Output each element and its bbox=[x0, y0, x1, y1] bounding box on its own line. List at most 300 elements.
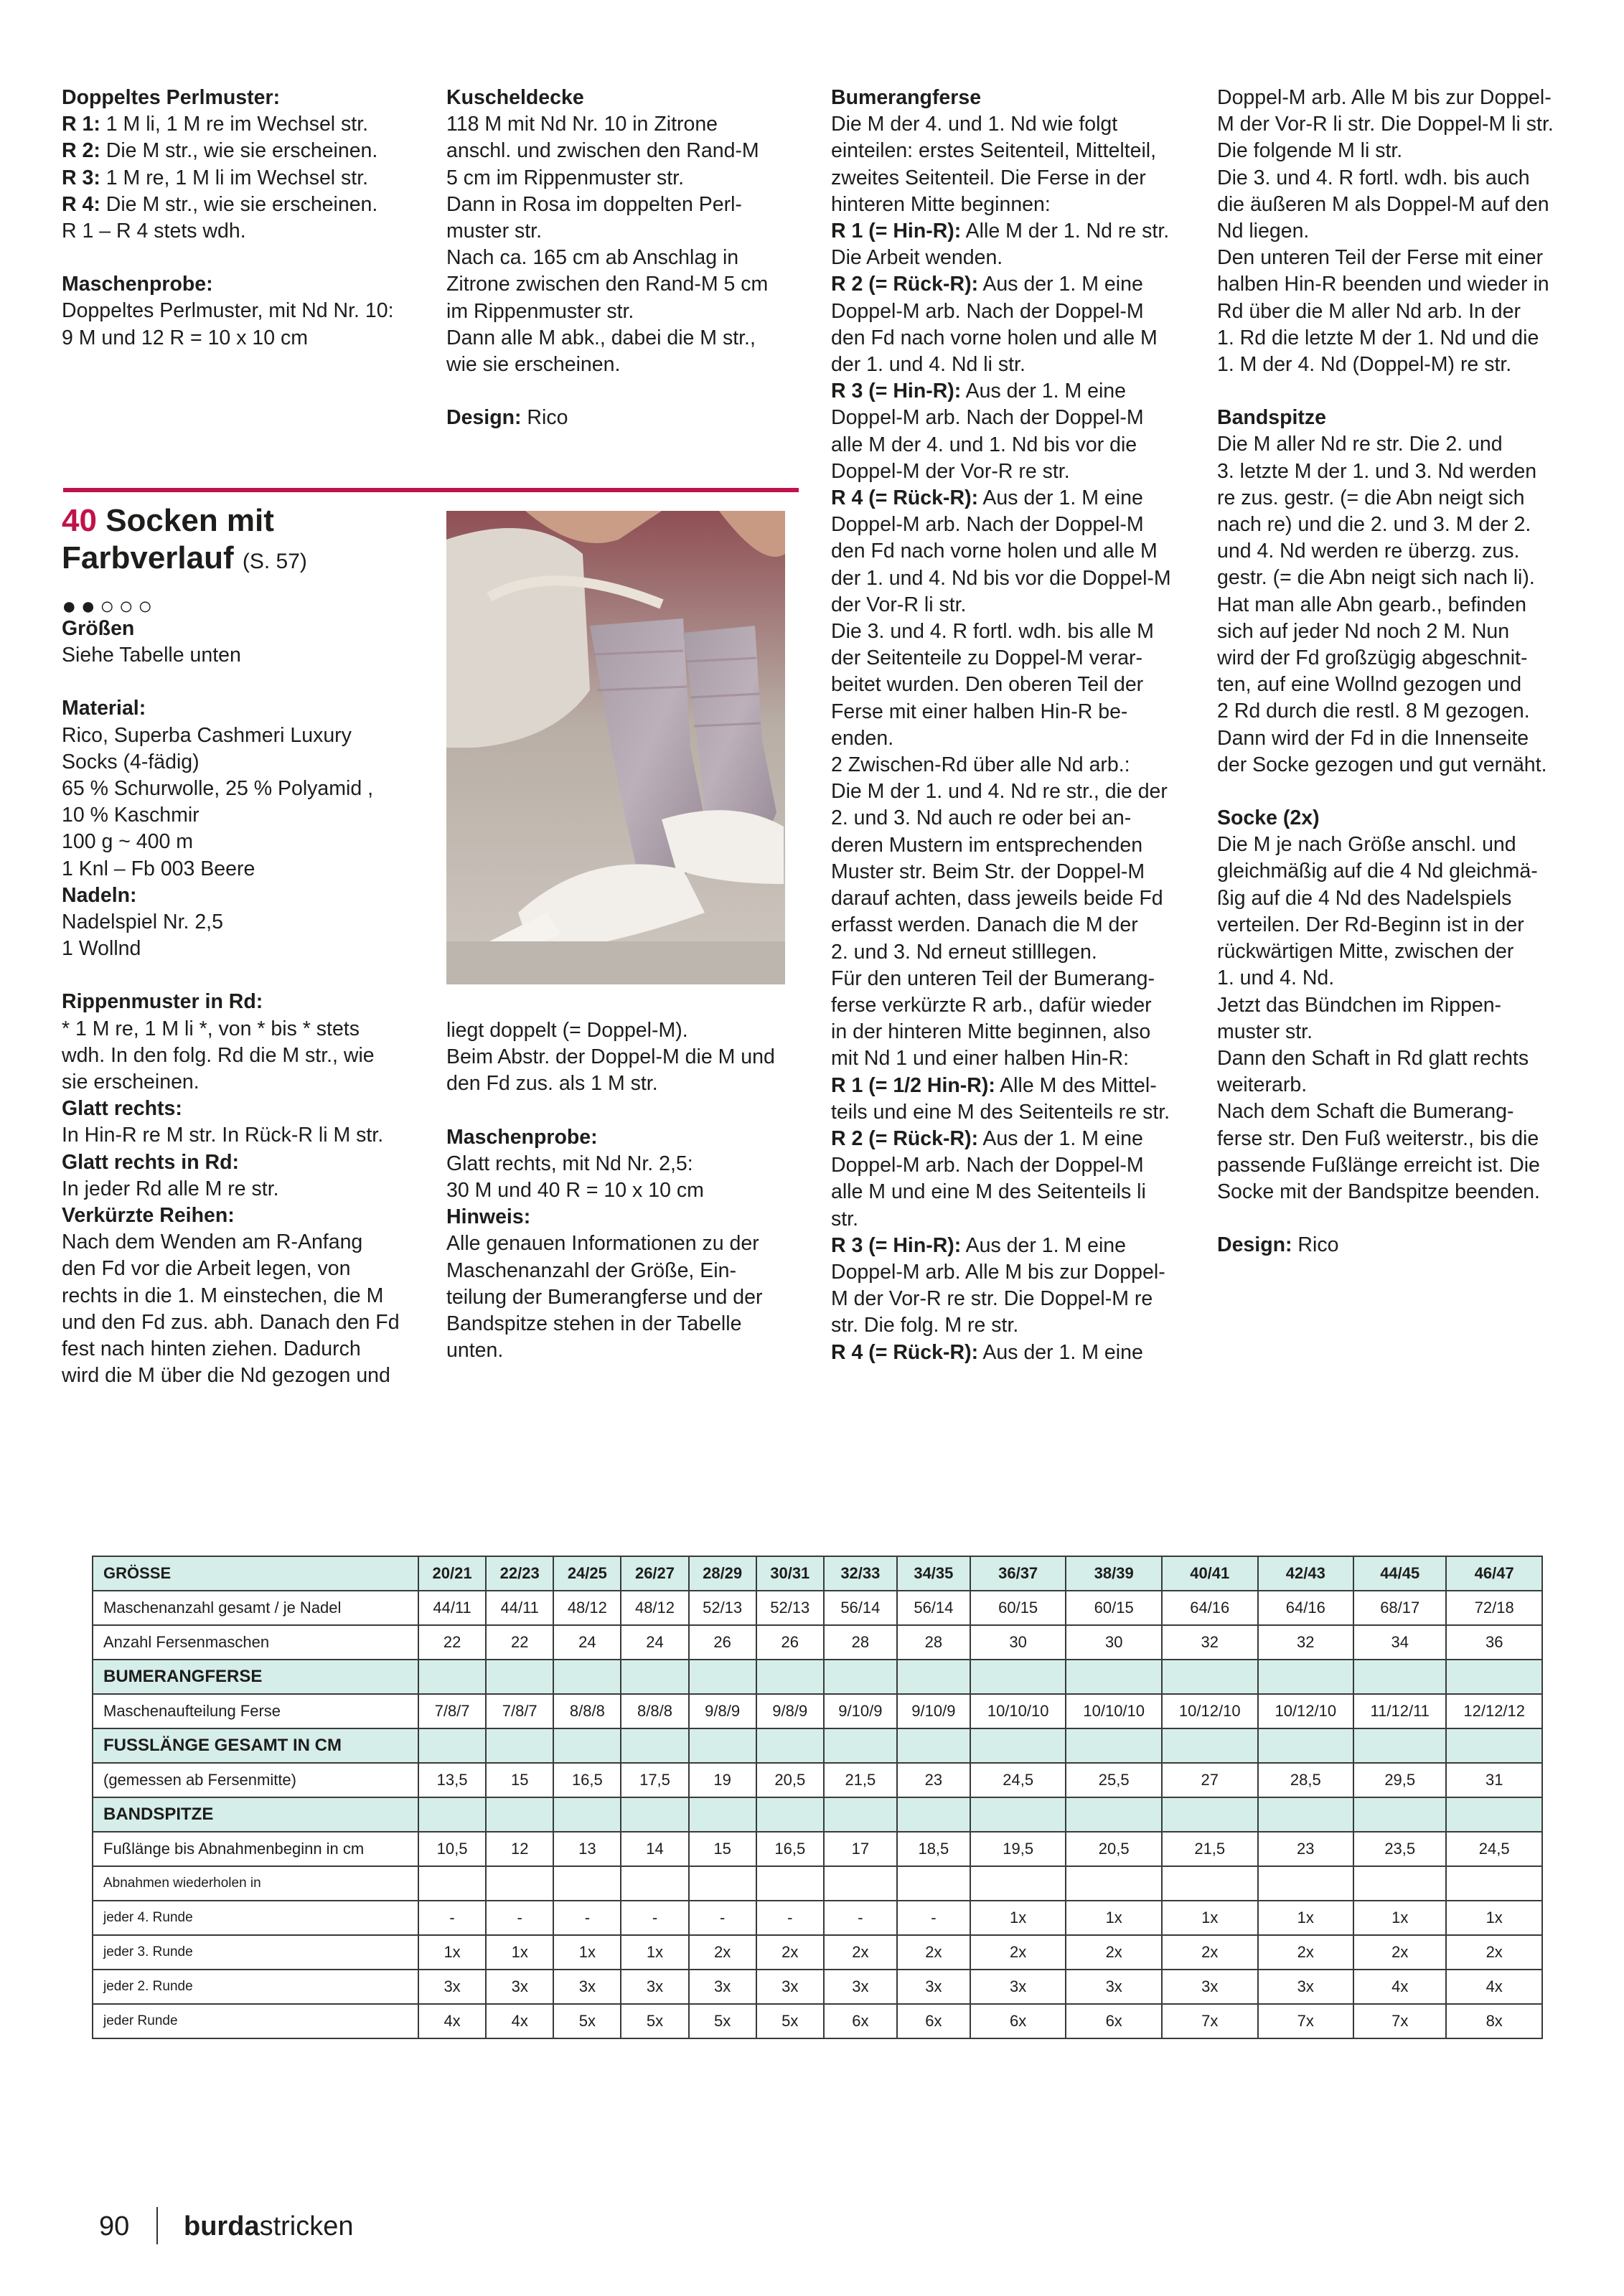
sock-photo-image bbox=[446, 511, 785, 984]
bold-label: R 1: bbox=[62, 113, 100, 136]
line-text: 100 g ~ 400 m bbox=[62, 830, 194, 854]
text-line bbox=[1217, 431, 1590, 458]
line-text: Doppel-M arb. Nach der Doppel-M bbox=[831, 513, 1144, 537]
text-line bbox=[1217, 832, 1590, 858]
line-text: 2 Zwischen-Rd über alle Nd arb.: bbox=[831, 753, 1130, 777]
line-text: Bandspitze stehen in der Tabelle bbox=[446, 1312, 742, 1336]
line-text: Socke mit der Bandspitze beenden. bbox=[1217, 1180, 1540, 1203]
table-cell bbox=[621, 1660, 688, 1694]
text-line bbox=[62, 909, 435, 936]
text-line bbox=[831, 1286, 1204, 1312]
table-cell bbox=[418, 1797, 486, 1832]
text-line bbox=[62, 1283, 435, 1309]
table-cell: 6x bbox=[897, 2004, 970, 2038]
table-cell: 20,5 bbox=[756, 1763, 824, 1797]
table-cell: 23,5 bbox=[1353, 1832, 1446, 1866]
text-line bbox=[831, 592, 1204, 618]
table-cell bbox=[970, 1797, 1066, 1832]
table-cell bbox=[756, 1866, 824, 1901]
text-line bbox=[1217, 1179, 1590, 1205]
text-line bbox=[831, 1259, 1204, 1286]
text-line bbox=[831, 565, 1204, 592]
line-text: den Fd nach vorne holen und alle M bbox=[831, 326, 1158, 349]
table-cell: 52/13 bbox=[756, 1591, 824, 1625]
text-line bbox=[62, 1122, 435, 1149]
table-cell: 24,5 bbox=[970, 1763, 1066, 1797]
table-cell: 8x bbox=[1446, 2004, 1542, 2038]
text-line bbox=[62, 1256, 435, 1282]
table-cell: 23 bbox=[897, 1763, 970, 1797]
line-text: ferse verkürzte R arb., dafür wieder bbox=[831, 993, 1152, 1017]
text-line bbox=[446, 271, 805, 298]
line-text: Alle M des Mittel- bbox=[995, 1073, 1157, 1097]
line-text: den Fd zus. als 1 M str. bbox=[446, 1072, 658, 1096]
text-line bbox=[62, 85, 435, 111]
bold-label: R 2 (= Rück-R): bbox=[831, 1126, 979, 1150]
line-text: Rd über die M aller Nd arb. In der bbox=[1217, 299, 1521, 323]
text-line bbox=[62, 1096, 435, 1122]
text-line bbox=[831, 859, 1204, 885]
table-cell bbox=[1066, 1728, 1162, 1763]
table-cell bbox=[689, 1660, 756, 1694]
table-cell: 3x bbox=[970, 1970, 1066, 2004]
line-text: Die M aller Nd re str. Die 2. und bbox=[1217, 433, 1503, 456]
text-line bbox=[1217, 858, 1590, 885]
text-line bbox=[831, 352, 1204, 378]
table-cell: 32 bbox=[1258, 1625, 1354, 1660]
bold-label: Glatt rechts in Rd: bbox=[62, 1150, 240, 1174]
table-cell: 22 bbox=[486, 1625, 553, 1660]
line-text: Doppel-M arb. Nach der Doppel-M bbox=[831, 406, 1144, 430]
table-cell: 1x bbox=[553, 1935, 621, 1970]
table-cell: 6x bbox=[824, 2004, 897, 2038]
text-line bbox=[1217, 298, 1590, 325]
table-cell bbox=[1446, 1660, 1542, 1694]
text-line bbox=[62, 1229, 435, 1256]
text-line bbox=[62, 776, 435, 802]
table-cell: 30 bbox=[1066, 1625, 1162, 1660]
page-footer bbox=[99, 2210, 354, 2243]
line-text: Nach ca. 165 cm ab Anschlag in bbox=[446, 246, 739, 270]
line-text: Rico, Superba Cashmeri Luxury bbox=[62, 723, 352, 747]
bold-label: R 1 (= Hin-R): bbox=[831, 220, 962, 243]
table-cell: 30 bbox=[970, 1625, 1066, 1660]
table-cell bbox=[486, 1660, 553, 1694]
table-cell: 15 bbox=[486, 1763, 553, 1797]
table-cell bbox=[621, 1797, 688, 1832]
table-cell: 31 bbox=[1446, 1763, 1542, 1797]
text-line bbox=[831, 458, 1204, 485]
line-text: Den unteren Teil der Ferse mit einer bbox=[1217, 246, 1544, 270]
table-cell: 13 bbox=[553, 1832, 621, 1866]
table-cell: 5x bbox=[756, 2004, 824, 2038]
table-cell: 5x bbox=[621, 2004, 688, 2038]
line-text: R 1 – R 4 stets wdh. bbox=[62, 220, 246, 243]
line-text: Rico bbox=[521, 406, 568, 430]
table-cell: 12 bbox=[486, 1832, 553, 1866]
spacer bbox=[446, 1098, 805, 1124]
table-cell: 26 bbox=[689, 1625, 756, 1660]
line-text: unten. bbox=[446, 1339, 504, 1363]
text-line bbox=[62, 271, 435, 298]
table-cell bbox=[486, 1797, 553, 1832]
table-row bbox=[93, 1901, 1542, 1935]
table-cell bbox=[1353, 1728, 1446, 1763]
text-line bbox=[446, 165, 805, 192]
table-cell bbox=[1162, 1797, 1258, 1832]
table-cell: 7x bbox=[1353, 2004, 1446, 2038]
line-text: Die M str., wie sie erscheinen. bbox=[100, 192, 378, 216]
text-line bbox=[62, 1043, 435, 1069]
line-text: mit Nd 1 und einer halben Hin-R: bbox=[831, 1047, 1130, 1071]
column-2-bottom bbox=[446, 1017, 805, 1364]
size-column-header: 26/27 bbox=[621, 1556, 688, 1591]
line-text: * 1 M re, 1 M li *, von * bis * stets bbox=[62, 1017, 360, 1040]
line-text: 1 M re, 1 M li im Wechsel str. bbox=[100, 166, 369, 189]
table-row bbox=[93, 1694, 1542, 1728]
row-label: Maschenaufteilung Ferse bbox=[93, 1694, 418, 1728]
table-cell: 8/8/8 bbox=[621, 1694, 688, 1728]
line-text: Doppel-M arb. Nach der Doppel-M bbox=[831, 299, 1144, 323]
article-title-1: Socken mit bbox=[105, 503, 274, 538]
line-text: der Vor-R li str. bbox=[831, 593, 967, 616]
text-line bbox=[446, 1044, 805, 1071]
text-line bbox=[831, 805, 1204, 832]
size-column-header: 36/37 bbox=[970, 1556, 1066, 1591]
line-text: Muster str. Beim Str. der Doppel-M bbox=[831, 860, 1145, 883]
row-label: jeder 2. Runde bbox=[93, 1970, 418, 2004]
table-cell: 10/12/10 bbox=[1162, 1694, 1258, 1728]
text-line bbox=[446, 1337, 805, 1364]
bold-label: R 2: bbox=[62, 139, 100, 163]
table-cell: 5x bbox=[553, 2004, 621, 2038]
table-cell: 18,5 bbox=[897, 1832, 970, 1866]
bold-label: R 4: bbox=[62, 192, 100, 216]
text-line bbox=[1217, 1072, 1590, 1098]
page-number: 90 bbox=[99, 2211, 130, 2241]
table-cell: 12/12/12 bbox=[1446, 1694, 1542, 1728]
bold-label: Maschenprobe: bbox=[446, 1125, 598, 1149]
line-text: Rico bbox=[1292, 1233, 1339, 1257]
text-line bbox=[1217, 618, 1590, 645]
table-cell: 4x bbox=[1446, 1970, 1542, 2004]
text-line bbox=[831, 1099, 1204, 1126]
line-text: Doppel-M der Vor-R re str. bbox=[831, 459, 1070, 483]
line-text: Aus der 1. M eine bbox=[978, 273, 1143, 296]
text-line bbox=[831, 672, 1204, 698]
table-cell bbox=[1162, 1866, 1258, 1901]
text-line bbox=[831, 325, 1204, 352]
size-column-header: 42/43 bbox=[1258, 1556, 1354, 1591]
text-line bbox=[446, 1258, 805, 1284]
size-column-header: 30/31 bbox=[756, 1556, 824, 1591]
spacer bbox=[62, 245, 435, 271]
text-line bbox=[446, 1204, 805, 1231]
line-text: enden. bbox=[831, 726, 894, 750]
footer-separator bbox=[156, 2207, 158, 2244]
line-text: die äußeren M als Doppel-M auf den bbox=[1217, 192, 1549, 216]
table-cell bbox=[897, 1866, 970, 1901]
table-cell: 5x bbox=[689, 2004, 756, 2038]
line-text: der Seitenteile zu Doppel-M verar- bbox=[831, 646, 1143, 670]
size-column-header: 32/33 bbox=[824, 1556, 897, 1591]
line-text: 65 % Schurwolle, 25 % Polyamid , bbox=[62, 777, 374, 801]
row-label: FUSSLÄNGE GESAMT IN CM bbox=[93, 1728, 418, 1763]
text-line bbox=[831, 111, 1204, 138]
line-text: M der Vor-R re str. Die Doppel-M re bbox=[831, 1287, 1153, 1311]
line-text: gleichmäßig auf die 4 Nd gleichmä- bbox=[1217, 860, 1538, 883]
line-text: Glatt rechts, mit Nd Nr. 2,5: bbox=[446, 1152, 693, 1175]
table-cell bbox=[970, 1728, 1066, 1763]
table-cell: 1x bbox=[1446, 1901, 1542, 1935]
text-line bbox=[1217, 485, 1590, 512]
text-line bbox=[1217, 138, 1590, 164]
text-line bbox=[446, 85, 805, 111]
text-line bbox=[446, 192, 805, 218]
table-cell bbox=[970, 1660, 1066, 1694]
table-cell: 44/11 bbox=[486, 1591, 553, 1625]
text-line bbox=[1217, 458, 1590, 485]
text-line bbox=[831, 485, 1204, 512]
article-number: 40 bbox=[62, 503, 97, 538]
line-text: rückwärtigen Mitte, zwischen der bbox=[1217, 940, 1514, 964]
table-cell: 24 bbox=[621, 1625, 688, 1660]
text-line bbox=[1217, 512, 1590, 538]
line-text: Aus der 1. M eine bbox=[961, 380, 1127, 403]
text-line bbox=[831, 1340, 1204, 1366]
bold-label: R 4 (= Rück-R): bbox=[831, 486, 979, 510]
table-cell: 7x bbox=[1258, 2004, 1354, 2038]
line-text: Die Arbeit wenden. bbox=[831, 246, 1003, 270]
text-line bbox=[831, 725, 1204, 752]
bold-label: Rippenmuster in Rd: bbox=[62, 990, 263, 1014]
line-text: 118 M mit Nd Nr. 10 in Zitrone bbox=[446, 113, 718, 136]
line-text: verteilen. Der Rd-Beginn ist in der bbox=[1217, 913, 1524, 936]
table-cell: 23 bbox=[1258, 1832, 1354, 1866]
table-row bbox=[93, 1866, 1542, 1901]
table-cell: 1x bbox=[1353, 1901, 1446, 1935]
text-line bbox=[62, 1069, 435, 1096]
line-text: rechts in die 1. M einstechen, die M bbox=[62, 1284, 384, 1307]
table-cell: 24 bbox=[553, 1625, 621, 1660]
table-cell bbox=[1258, 1866, 1354, 1901]
text-line bbox=[1217, 698, 1590, 725]
text-line bbox=[62, 642, 435, 669]
line-text: alle M der 4. und 1. Nd bis vor die bbox=[831, 433, 1137, 456]
table-cell bbox=[418, 1660, 486, 1694]
table-cell: 17,5 bbox=[621, 1763, 688, 1797]
table-cell: 9/8/9 bbox=[756, 1694, 824, 1728]
table-cell: 10/12/10 bbox=[1258, 1694, 1354, 1728]
line-text: Aus der 1. M eine bbox=[978, 486, 1143, 510]
text-line bbox=[831, 1206, 1204, 1233]
table-cell bbox=[486, 1728, 553, 1763]
table-cell: 64/16 bbox=[1258, 1591, 1354, 1625]
table-cell bbox=[1258, 1660, 1354, 1694]
text-line bbox=[831, 432, 1204, 458]
table-cell bbox=[1446, 1797, 1542, 1832]
table-cell bbox=[1353, 1660, 1446, 1694]
text-line bbox=[62, 1176, 435, 1203]
text-line bbox=[1217, 192, 1590, 218]
table-cell bbox=[486, 1866, 553, 1901]
line-text: Nd liegen. bbox=[1217, 220, 1310, 243]
text-line bbox=[62, 749, 435, 776]
spacer bbox=[62, 962, 435, 989]
table-cell: 1x bbox=[970, 1901, 1066, 1935]
text-line bbox=[1217, 672, 1590, 698]
text-line bbox=[1217, 245, 1590, 271]
table-cell: 10/10/10 bbox=[1066, 1694, 1162, 1728]
table-cell: 4x bbox=[1353, 1970, 1446, 2004]
table-cell: 3x bbox=[689, 1970, 756, 2004]
text-line bbox=[831, 1019, 1204, 1045]
table-cell: 1x bbox=[486, 1935, 553, 1970]
table-cell bbox=[689, 1797, 756, 1832]
line-text: 10 % Kaschmir bbox=[62, 804, 200, 827]
table-cell: 11/12/11 bbox=[1353, 1694, 1446, 1728]
table-cell: - bbox=[621, 1901, 688, 1935]
line-text: 5 cm im Rippenmuster str. bbox=[446, 166, 685, 189]
table-cell bbox=[824, 1660, 897, 1694]
table-cell: 7x bbox=[1162, 2004, 1258, 2038]
table-row bbox=[93, 1591, 1542, 1625]
line-text: str. bbox=[831, 1207, 859, 1231]
table-cell: 3x bbox=[1066, 1970, 1162, 2004]
line-text: Zitrone zwischen den Rand-M 5 cm bbox=[446, 273, 769, 296]
table-cell bbox=[553, 1660, 621, 1694]
line-text: 30 M und 40 R = 10 x 10 cm bbox=[446, 1179, 704, 1203]
table-cell: 48/12 bbox=[621, 1591, 688, 1625]
text-line bbox=[62, 1203, 435, 1229]
text-line bbox=[831, 192, 1204, 218]
bold-label: Doppeltes Perlmuster: bbox=[62, 86, 281, 109]
text-line bbox=[62, 1309, 435, 1336]
bold-label: R 3 (= Hin-R): bbox=[831, 380, 962, 403]
text-line bbox=[1217, 85, 1590, 111]
table-header-row bbox=[93, 1556, 1542, 1591]
line-text: der 1. und 4. Nd bis vor die Doppel-M bbox=[831, 566, 1171, 590]
table-cell: - bbox=[897, 1901, 970, 1935]
text-line bbox=[1217, 938, 1590, 965]
table-row bbox=[93, 1970, 1542, 2004]
line-text: alle M und eine M des Seitenteils li bbox=[831, 1180, 1146, 1204]
spacer bbox=[1217, 778, 1590, 805]
table-cell bbox=[1446, 1866, 1542, 1901]
column-3 bbox=[831, 85, 1204, 1366]
table-cell: 68/17 bbox=[1353, 1591, 1446, 1625]
table-cell: 28,5 bbox=[1258, 1763, 1354, 1797]
line-text: Nach dem Wenden am R-Anfang bbox=[62, 1231, 363, 1254]
line-text: Aus der 1. M eine bbox=[978, 1340, 1143, 1364]
line-text: gestr. (= die Abn neigt sich nach li). bbox=[1217, 566, 1535, 590]
table-row bbox=[93, 2004, 1542, 2038]
text-line bbox=[831, 885, 1204, 912]
table-cell: 17 bbox=[824, 1832, 897, 1866]
line-text: Maschenanzahl der Größe, Ein- bbox=[446, 1258, 736, 1282]
text-line bbox=[446, 1124, 805, 1151]
line-text: Die 3. und 4. R fortl. wdh. bis auch bbox=[1217, 166, 1530, 189]
table-cell: 72/18 bbox=[1446, 1591, 1542, 1625]
bold-label: Design: bbox=[1217, 1233, 1292, 1257]
text-line bbox=[446, 1177, 805, 1204]
line-text: Die folgende M li str. bbox=[1217, 139, 1403, 163]
table-cell: 44/11 bbox=[418, 1591, 486, 1625]
line-text: den Fd vor die Arbeit legen, von bbox=[62, 1257, 351, 1281]
size-column-header: 28/29 bbox=[689, 1556, 756, 1591]
text-line bbox=[1217, 111, 1590, 138]
line-text: Aus der 1. M eine bbox=[961, 1233, 1127, 1257]
text-line bbox=[831, 245, 1204, 271]
line-text: Dann wird der Fd in die Innenseite bbox=[1217, 726, 1529, 750]
table-row bbox=[93, 1935, 1542, 1970]
line-text: 1 Knl – Fb 003 Beere bbox=[62, 857, 255, 880]
text-line bbox=[62, 1363, 435, 1389]
table-cell bbox=[824, 1866, 897, 1901]
line-text: anschl. und zwischen den Rand-M bbox=[446, 139, 759, 163]
bold-label: Kuscheldecke bbox=[446, 86, 584, 109]
table-cell: - bbox=[486, 1901, 553, 1935]
bold-label: R 2 (= Rück-R): bbox=[831, 273, 979, 296]
text-line bbox=[446, 218, 805, 245]
table-cell: 9/10/9 bbox=[824, 1694, 897, 1728]
table-cell: 2x bbox=[756, 1935, 824, 1970]
text-line bbox=[1217, 992, 1590, 1019]
line-text: teilung der Bumerangferse und der bbox=[446, 1285, 763, 1309]
text-line bbox=[831, 405, 1204, 431]
line-text: halben Hin-R beenden und wieder in bbox=[1217, 273, 1549, 296]
text-line bbox=[831, 992, 1204, 1019]
table-cell bbox=[1066, 1797, 1162, 1832]
table-cell: - bbox=[824, 1901, 897, 1935]
line-text: 1. Rd die letzte M der 1. Nd und die bbox=[1217, 326, 1539, 349]
row-label: jeder Runde bbox=[93, 2004, 418, 2038]
text-line bbox=[62, 695, 435, 722]
table-cell bbox=[824, 1797, 897, 1832]
line-text: Doppeltes Perlmuster, mit Nd Nr. 10: bbox=[62, 299, 394, 323]
table-cell: 1x bbox=[621, 1935, 688, 1970]
text-line bbox=[831, 832, 1204, 859]
line-text: deren Mustern im entsprechenden bbox=[831, 833, 1143, 857]
text-line bbox=[62, 298, 435, 324]
article-heading bbox=[62, 502, 435, 628]
line-text: einteilen: erstes Seitenteil, Mittelteil, bbox=[831, 139, 1157, 163]
text-line bbox=[831, 85, 1204, 111]
table-row bbox=[93, 1763, 1542, 1797]
table-cell: 7/8/7 bbox=[486, 1694, 553, 1728]
text-line bbox=[62, 989, 435, 1015]
line-text: den Fd nach vorne holen und alle M bbox=[831, 540, 1158, 563]
text-line bbox=[831, 1179, 1204, 1205]
column-4 bbox=[1217, 85, 1590, 1258]
table-cell bbox=[1162, 1660, 1258, 1694]
line-text: wdh. In den folg. Rd die M str., wie bbox=[62, 1043, 375, 1067]
bold-label: Verkürzte Reihen: bbox=[62, 1204, 235, 1228]
text-line bbox=[1217, 1232, 1590, 1258]
table-cell: 64/16 bbox=[1162, 1591, 1258, 1625]
table-cell: 2x bbox=[689, 1935, 756, 1970]
line-text: liegt doppelt (= Doppel-M). bbox=[446, 1019, 688, 1042]
text-line bbox=[831, 912, 1204, 938]
table-cell: 6x bbox=[970, 2004, 1066, 2038]
text-line bbox=[831, 752, 1204, 778]
table-cell: 1x bbox=[1066, 1901, 1162, 1935]
table-cell: 19,5 bbox=[970, 1832, 1066, 1866]
text-line bbox=[831, 1312, 1204, 1339]
bold-label: Hinweis: bbox=[446, 1205, 531, 1229]
line-text: beitet wurden. Den oberen Teil der bbox=[831, 673, 1144, 697]
line-text: ten, auf eine Wollnd gezogen und bbox=[1217, 673, 1522, 697]
